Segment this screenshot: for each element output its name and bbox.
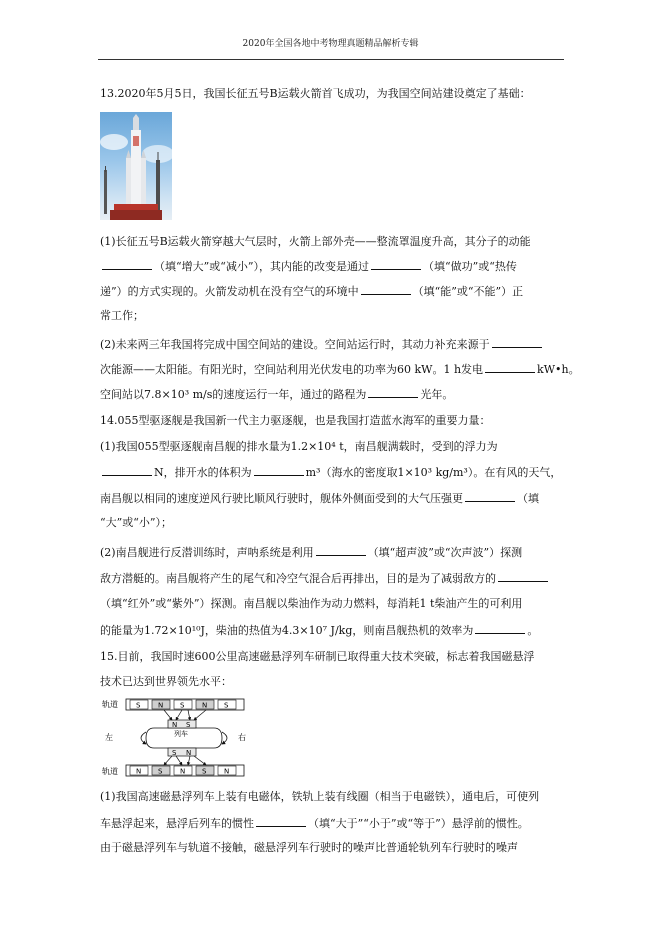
bottom-track-pole-label: S [158, 767, 163, 776]
left-label: 左 [105, 733, 113, 742]
q14-p2-line3: （填“红外”或“紫外”）探测。南昌舰以柴油作为动力燃料，每消耗1 t柴油产生的可利用 [100, 597, 523, 610]
bottom-track-pole-label: N [180, 767, 186, 776]
q14-stem: 14.055型驱逐舰是我国新一代主力驱逐舰，也是我国打造蓝水海军的重要力量： [100, 414, 491, 427]
bottom-track-pole-label: N [224, 767, 230, 776]
q13-p1-line4: 常工作； [100, 309, 144, 322]
answer-blank[interactable] [102, 464, 152, 476]
answer-blank[interactable] [316, 544, 366, 556]
q13-p2-line1: (2)未来两三年我国将完成中国空间站的建设。空间站运行时，其动力补充来源于 [100, 336, 544, 353]
q15-p1-line3: 由于磁悬浮列车与轨道不接触，磁悬浮列车行驶时的噪声比普通轮轨列车行驶时的噪声 [100, 841, 518, 854]
answer-blank[interactable] [368, 386, 418, 398]
q15-stem-line2: 技术已达到世界领先水平： [100, 675, 232, 688]
arrow-right [222, 732, 227, 744]
q13-p1-line3: 递”）的方式实现的。火箭发动机在没有空气的环境中 （填“能”或“不能”）正 [100, 285, 524, 298]
q13-p1-line1: (1)长征五号B运载火箭穿越大气层时，火箭上部外壳——整流罩温度升高，其分子的动能 [100, 235, 531, 248]
answer-blank[interactable] [371, 258, 421, 270]
q13-p1-line2: （填“增大”或“减小”），其内能的改变是通过 （填“做功”或“热传 [100, 258, 517, 275]
q14-p1-line1: (1)我国055型驱逐舰南昌舰的排水量为1.2×10⁴ t，南昌舰满载时，受到的浮力为 [100, 440, 498, 453]
answer-blank[interactable] [475, 622, 525, 634]
top-track-pole-label: N [158, 701, 164, 710]
svg-text:N: N [186, 749, 192, 757]
maglev-diagram [102, 698, 250, 778]
top-track-pole-label: S [136, 701, 141, 710]
header-title: 2020年全国各地中考物理真题精品解析专辑 [242, 39, 419, 49]
answer-blank[interactable] [492, 336, 542, 348]
q13-p2-line3: 空间站以7.8×10³ m/s的速度运行一年，通过的路程为 光年。 [100, 388, 454, 401]
right-label: 右 [238, 733, 246, 742]
answer-blank[interactable] [465, 490, 515, 502]
arrow-left [141, 732, 146, 744]
bottom-track-label: 轨道 [102, 767, 118, 776]
svg-text:S: S [172, 749, 177, 757]
q14-p2-line2: 敌方潜艇的。南昌舰将产生的尾气和冷空气混合后再排出，目的是为了减弱敌方的 [100, 570, 550, 587]
bottom-track-pole-label: N [136, 767, 142, 776]
q15-p1-line2: 车悬浮起来，悬浮后列车的惯性 （填“大于”“小于”或“等于”）悬浮前的惯性。 [100, 817, 529, 830]
header-rule [98, 59, 564, 60]
train-label: 列车 [174, 730, 188, 738]
answer-blank[interactable] [102, 258, 152, 270]
q13-stem: 13.2020年5月5日，我国长征五号B运载火箭首飞成功，为我国空间站建设奠定了基础： [100, 87, 531, 100]
answer-blank[interactable] [256, 815, 306, 827]
q14-p1-line4: “大”或“小”）； [100, 516, 172, 529]
answer-blank[interactable] [498, 570, 548, 582]
q15-p1-line1: (1)我国高速磁悬浮列车上装有电磁体，铁轨上装有线圈（相当于电磁铁），通电后，可使列 [100, 790, 540, 803]
q14-p1-line2: N，排开水的体积为 m³（海水的密度取1×10³ kg/m³）。在有风的天气， [100, 464, 561, 481]
bottom-track-pole-label: S [202, 767, 207, 776]
top-track-pole-label: N [202, 701, 208, 710]
rocket-photo [100, 112, 172, 220]
top-track-label: 轨道 [102, 700, 118, 709]
q13-p2-line2: 次能源——太阳能。有阳光时，空间站利用光伏发电的功率为60 kW。1 h发电 kW•h。 [100, 363, 580, 376]
svg-text:S: S [186, 721, 191, 729]
answer-blank[interactable] [361, 283, 411, 295]
q14-p2-line1: (2)南昌舰进行反潜训练时，声呐系统是利用 （填“超声波”或“次声波”）探测 [100, 546, 523, 559]
q15-stem-line1: 15.目前，我国时速600公里高速磁悬浮列车研制已取得重大技术突破，标志着我国磁悬浮 [100, 650, 535, 663]
top-track-pole-label: S [224, 701, 229, 710]
q14-p1-line3: 南昌舰以相同的速度逆风行驶比顺风行驶时，舰体外侧面受到的大气压强更 （填 [100, 492, 539, 505]
svg-text:N: N [172, 721, 178, 729]
q14-p2-line4: 的能量为1.72×10¹⁰J，柴油的热值为4.3×10⁷ J/kg，则南昌舰热机的效率为 。 [100, 624, 539, 637]
answer-blank[interactable] [254, 464, 304, 476]
top-track-pole-label: S [180, 701, 185, 710]
answer-blank[interactable] [485, 361, 535, 373]
